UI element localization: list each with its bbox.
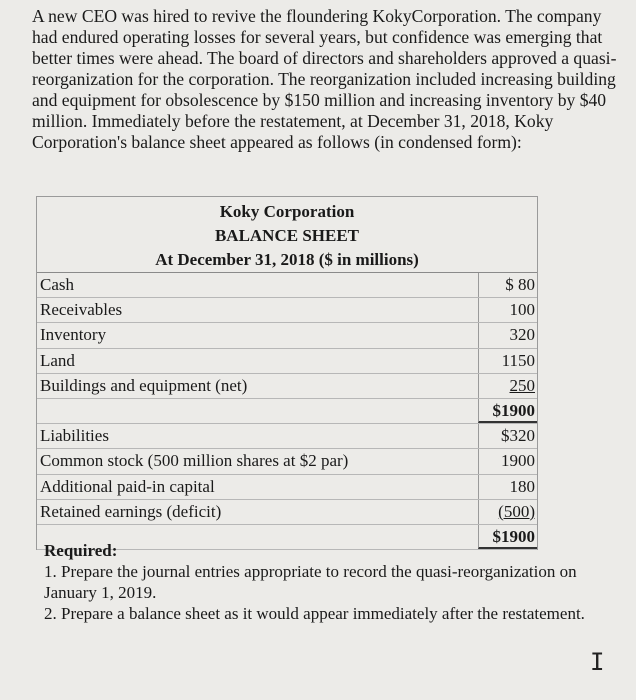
row-amount: 1150 <box>478 349 537 373</box>
company-name: Koky Corporation <box>219 202 355 221</box>
problem-text: A new CEO was hired to revive the floundering KokyCorporation. The company had endured operating losses for several years, but confidence was emerging that better times were ahead. The board of directors and shareholders approved a quasi-reorganization for the corporation. The reorganization included increasing building and equipment for obsolescence by $150 million and increasing inventory by $40 million. Immediately before the restatement, at December 31, 2018, Koky Corporation's balance sheet appeared as follows (in condensed form): <box>32 6 617 152</box>
row-label: Inventory <box>40 325 107 345</box>
row-label: Common stock (500 million shares at $2 par) <box>40 451 349 471</box>
assets-total-row <box>37 399 537 424</box>
row-amount: $320 <box>478 424 537 448</box>
row-label: Land <box>40 350 75 370</box>
table-row <box>37 298 537 323</box>
assets-total: $1900 <box>478 399 537 423</box>
table-row <box>37 323 537 348</box>
row-amount: (500) <box>478 500 537 524</box>
row-label: Additional paid-in capital <box>40 476 215 496</box>
text-cursor-icon: I <box>590 648 605 676</box>
table-row <box>37 349 537 374</box>
row-amount: 180 <box>478 475 537 499</box>
balance-sheet-table <box>36 196 538 550</box>
row-label: Cash <box>40 275 74 294</box>
table-row <box>37 475 537 500</box>
row-amount: 320 <box>478 323 537 347</box>
table-row <box>37 374 537 399</box>
row-label: Retained earnings (deficit) <box>40 501 222 521</box>
required-item-1: 1. Prepare the journal entries appropriate to record the quasi-reorganization on January 1, 2019. <box>44 562 577 602</box>
table-row <box>37 500 537 525</box>
required-item-2: 2. Prepare a balance sheet as it would appear immediately after the restatement. <box>44 604 585 623</box>
required-section <box>44 540 604 624</box>
statement-date: At December 31, 2018 ($ in millions) <box>155 250 419 269</box>
statement-title: BALANCE SHEET <box>214 226 360 245</box>
balance-sheet-header <box>37 197 537 273</box>
table-row <box>37 273 537 298</box>
le-total: $1900 <box>478 525 537 549</box>
row-amount: 100 <box>478 298 537 322</box>
row-label-empty <box>37 399 478 423</box>
row-label: Receivables <box>40 300 123 320</box>
required-title: Required: <box>44 541 118 560</box>
problem-statement <box>32 6 622 153</box>
table-row <box>37 449 537 474</box>
row-amount: $ 80 <box>478 273 537 297</box>
row-label: Buildings and equipment (net) <box>40 375 248 395</box>
row-label: Liabilities <box>40 426 109 446</box>
row-amount: 250 <box>478 374 537 398</box>
table-row <box>37 424 537 449</box>
row-amount: 1900 <box>478 449 537 473</box>
